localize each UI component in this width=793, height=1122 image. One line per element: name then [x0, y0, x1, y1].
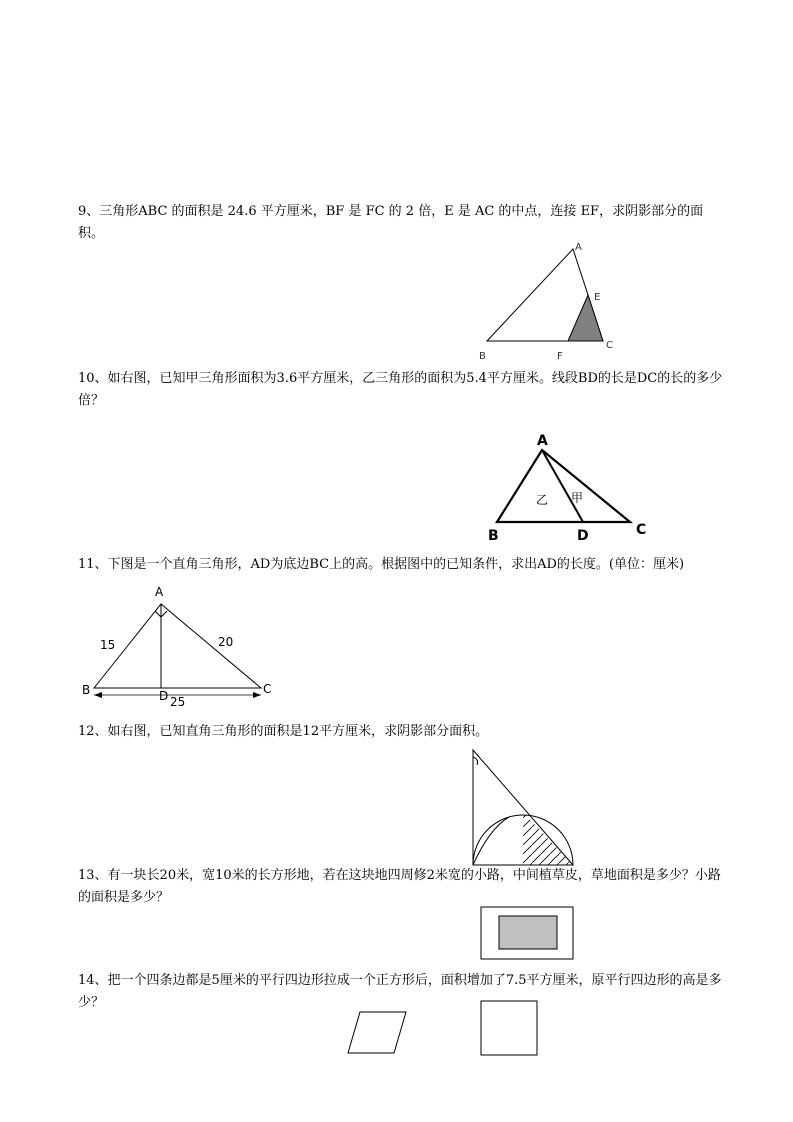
label-b: B	[488, 528, 499, 544]
label-bc-length: 25	[170, 695, 186, 709]
segment-ad	[542, 450, 583, 522]
question-9: 9、三角形ABC 的面积是 24.6 平方厘米，BF 是 FC 的 2 倍，E 是 AC 的中点，连接 EF，求阴影部分的面积。	[78, 204, 704, 241]
triangle-abc	[94, 604, 261, 688]
label-c: C	[636, 522, 647, 538]
figure-14-square	[480, 1000, 540, 1058]
label-d: D	[159, 689, 169, 703]
question-11: 11、下图是一个直角三角形，AD为底边BC上的高。根据图中的已知条件，求出AD的长度。(单位：厘米)	[78, 557, 685, 572]
question-12: 12、如右图，已知直角三角形的面积是12平方厘米，求阴影部分面积。	[78, 724, 489, 739]
question-10: 10、如右图，已知甲三角形面积为3.6平方厘米，乙三角形的面积为5.4平方厘米。线段BD的长是DC的长的多少倍？	[78, 371, 723, 408]
label-jia: 甲	[571, 491, 584, 505]
label-a: A	[575, 242, 582, 253]
label-e: E	[594, 292, 601, 303]
label-ab-length: 15	[100, 638, 116, 652]
label-a: A	[537, 433, 548, 449]
label-a: A	[155, 585, 164, 599]
inner-lawn	[499, 916, 557, 949]
figure-10-triangle	[480, 430, 660, 546]
label-c: C	[263, 682, 272, 696]
label-yi: 乙	[536, 493, 549, 507]
arrow-right	[253, 692, 261, 698]
question-14: 14、把一个四条边都是5厘米的平行四边形拉成一个正方形后，面积增加了7.5平方厘米，原平行四边形的高是多少？	[78, 973, 722, 1010]
label-c: C	[606, 340, 613, 351]
parallelogram	[348, 1012, 406, 1053]
figure-11-right-triangle	[78, 582, 288, 710]
arrow-left	[94, 692, 102, 698]
label-ac-length: 20	[218, 635, 234, 649]
right-angle-mark	[473, 757, 478, 765]
figure-13-rectangle-path	[480, 906, 575, 961]
label-b: B	[82, 683, 91, 697]
label-b: B	[479, 351, 486, 362]
square	[481, 1001, 537, 1055]
label-f: F	[557, 351, 563, 362]
figure-12-triangle-semicircle	[460, 746, 585, 871]
figure-14-parallelogram	[345, 1010, 410, 1056]
question-13: 13、有一块长20米，宽10米的长方形地，若在这块地四周修2米宽的小路，中间植草皮，草地面积是多少？小路的面积是多少？	[78, 868, 721, 905]
figure-9-triangle	[470, 238, 620, 368]
label-d: D	[577, 528, 589, 544]
